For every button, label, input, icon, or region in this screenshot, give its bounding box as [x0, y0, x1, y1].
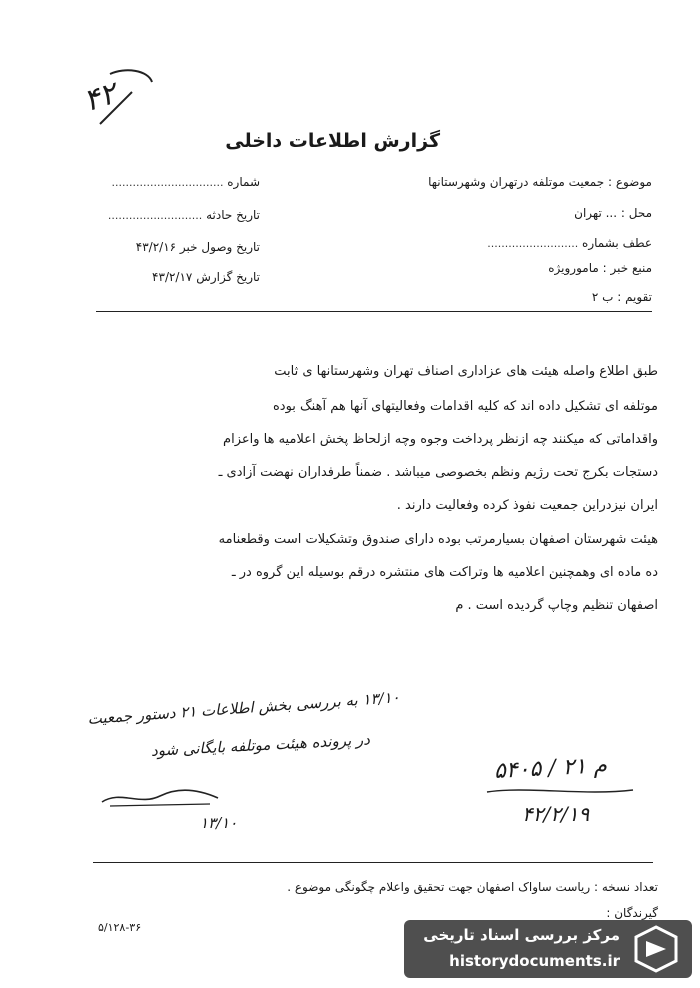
- copies-label: تعداد نسخه: [601, 880, 658, 894]
- body-line-5: ایران نیزدراین جمعیت نفوذ کرده وفعالیت دارند .: [396, 498, 658, 513]
- copies-value: ریاست ساواک اصفهان جهت تحقیق واعلام چگونگی موضوع .: [287, 880, 591, 894]
- source-label: منبع خبر: [610, 261, 652, 275]
- handwritten-note-2: در پرونده هیئت موتلفه بایگانی شود: [150, 730, 371, 760]
- watermark-name: مرکز بررسی اسناد تاریخی: [423, 926, 620, 944]
- recipients-row: گیرندگان :: [606, 906, 658, 920]
- header-divider: [96, 311, 652, 312]
- body-line-6: هیئت شهرستان اصفهان بسیارمرتب بوده دارای صندوق وتشکیلات است وقطعنامه: [218, 532, 658, 547]
- handwritten-signature: [100, 786, 220, 810]
- handwritten-note-1: ۱۳/۱۰ به بررسی بخش اطلاعات ۲۱ دستور جمعیت: [87, 688, 401, 728]
- filing-number: ۵۴۰۵ / ۲۱ م: [493, 753, 608, 784]
- subject-value: جمعیت موتلفه درتهران وشهرستانها: [428, 175, 605, 189]
- source-value: مامورویژه: [548, 261, 599, 275]
- subject-row: موضوع : جمعیت موتلفه درتهران وشهرستانها: [428, 175, 652, 189]
- receipt-date-value: ۴۳/۲/۱۶: [135, 240, 177, 254]
- watermark-logo-icon: [630, 923, 682, 975]
- number-row: شماره ................................: [111, 175, 260, 189]
- subject-label: موضوع: [615, 175, 652, 189]
- receipt-date-row: [100, 240, 260, 254]
- place-value: تهران: [574, 206, 602, 220]
- page-title: گزارش اطلاعات داخلی: [225, 130, 440, 152]
- reference-row: عطف بشماره ..........................: [487, 236, 652, 250]
- recipients-label: گیرندگان: [614, 906, 658, 920]
- event-date-row: تاریخ حادثه ...........................: [107, 208, 260, 222]
- report-date-label: تاریخ گزارش: [196, 270, 260, 284]
- number-label: شماره: [227, 175, 260, 189]
- watermark-url: historydocuments.ir: [449, 952, 620, 970]
- event-date-label: تاریخ حادثه: [206, 208, 260, 222]
- receipt-date-label: تاریخ وصول خبر: [179, 240, 260, 254]
- reference-label: عطف بشماره: [582, 236, 652, 250]
- report-date-row: [100, 270, 260, 284]
- footer-divider: [93, 862, 653, 863]
- place-row: محل : ... تهران: [574, 206, 652, 220]
- rating-value: ب ۲: [591, 290, 614, 304]
- body-line-2: موتلفه ای تشکیل داده اند که کلیه اقدامات وفعالیتهای آنها هم آهنگ بوده: [272, 399, 658, 414]
- report-date-value: ۴۳/۲/۱۷: [152, 270, 193, 284]
- body-line-3: واقداماتی که میکنند چه ازنظر پرداخت وجوه وچه ازلحاظ پخش اعلامیه ها واعزام: [223, 432, 658, 447]
- handwritten-doc-number: [70, 62, 160, 132]
- place-label: محل: [628, 206, 652, 220]
- body-line-7: ده ماده ای وهمچنین اعلامیه ها وتراکت های منتشره درقم بوسیله این گروه در ـ: [231, 565, 658, 580]
- copies-row: تعداد نسخه : ریاست ساواک اصفهان جهت تحقیق واعلام چگونگی موضوع .: [287, 880, 658, 894]
- filing-number-underline: [485, 784, 635, 798]
- filing-date: ۴۲/۲/۱۹: [522, 802, 590, 826]
- body-line-4: دستجات بکرج تحت رژیم ونظم بخصوصی میباشد . ضمناً طرفداران نهضت آزادی ـ: [218, 465, 658, 480]
- rating-row: تقویم : ب ۲: [591, 290, 652, 304]
- footer-code: ۵/۱۲۸-۳۶: [98, 921, 142, 934]
- body-line-8: اصفهان تنظیم وچاپ گردیده است . م: [455, 598, 658, 613]
- doc-number-text: ۴۲: [79, 75, 121, 120]
- source-row: منبع خبر : مامورویژه: [548, 261, 652, 275]
- body-line-1: طبق اطلاع واصله هیئت های عزاداری اصناف تهران وشهرستانها ی ثابت: [274, 364, 658, 379]
- rating-label: تقویم: [625, 290, 652, 304]
- handwritten-note-date: ۱۳/۱۰: [200, 814, 238, 832]
- watermark: [404, 920, 692, 978]
